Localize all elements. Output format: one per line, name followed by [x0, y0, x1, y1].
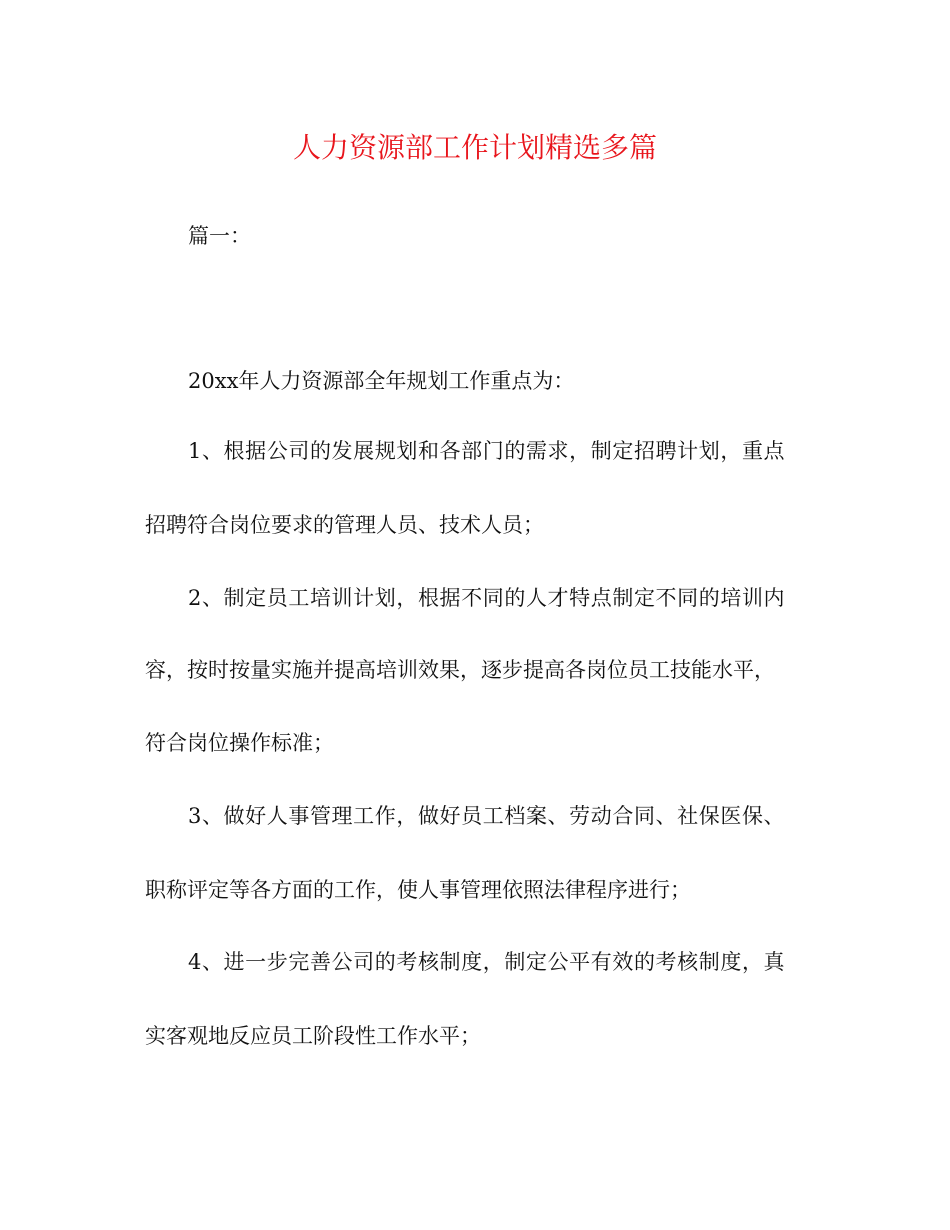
paragraph-line: 实客观地反应员工阶段性工作水平； — [145, 1024, 481, 1048]
section-heading: 篇一： — [188, 224, 251, 248]
paragraph-line: 20xx年人力资源部全年规划工作重点为： — [188, 369, 575, 393]
paragraph-line: 1、根据公司的发展规划和各部门的需求，制定招聘计划，重点 — [188, 439, 786, 463]
paragraph-line: 3、做好人事管理工作，做好员工档案、劳动合同、社保医保、 — [188, 804, 786, 828]
paragraph-line: 招聘符合岗位要求的管理人员、技术人员； — [145, 513, 544, 537]
paragraph-line: 符合岗位操作标准； — [145, 731, 334, 755]
document-title: 人力资源部工作计划精选多篇 — [292, 131, 657, 164]
paragraph-line: 容，按时按量实施并提高培训效果，逐步提高各岗位员工技能水平， — [145, 658, 775, 682]
paragraph-line: 职称评定等各方面的工作，使人事管理依照法律程序进行； — [145, 878, 691, 902]
paragraph-line: 4、进一步完善公司的考核制度，制定公平有效的考核制度，真 — [188, 950, 786, 974]
paragraph-line: 2、制定员工培训计划，根据不同的人才特点制定不同的培训内 — [188, 586, 786, 610]
